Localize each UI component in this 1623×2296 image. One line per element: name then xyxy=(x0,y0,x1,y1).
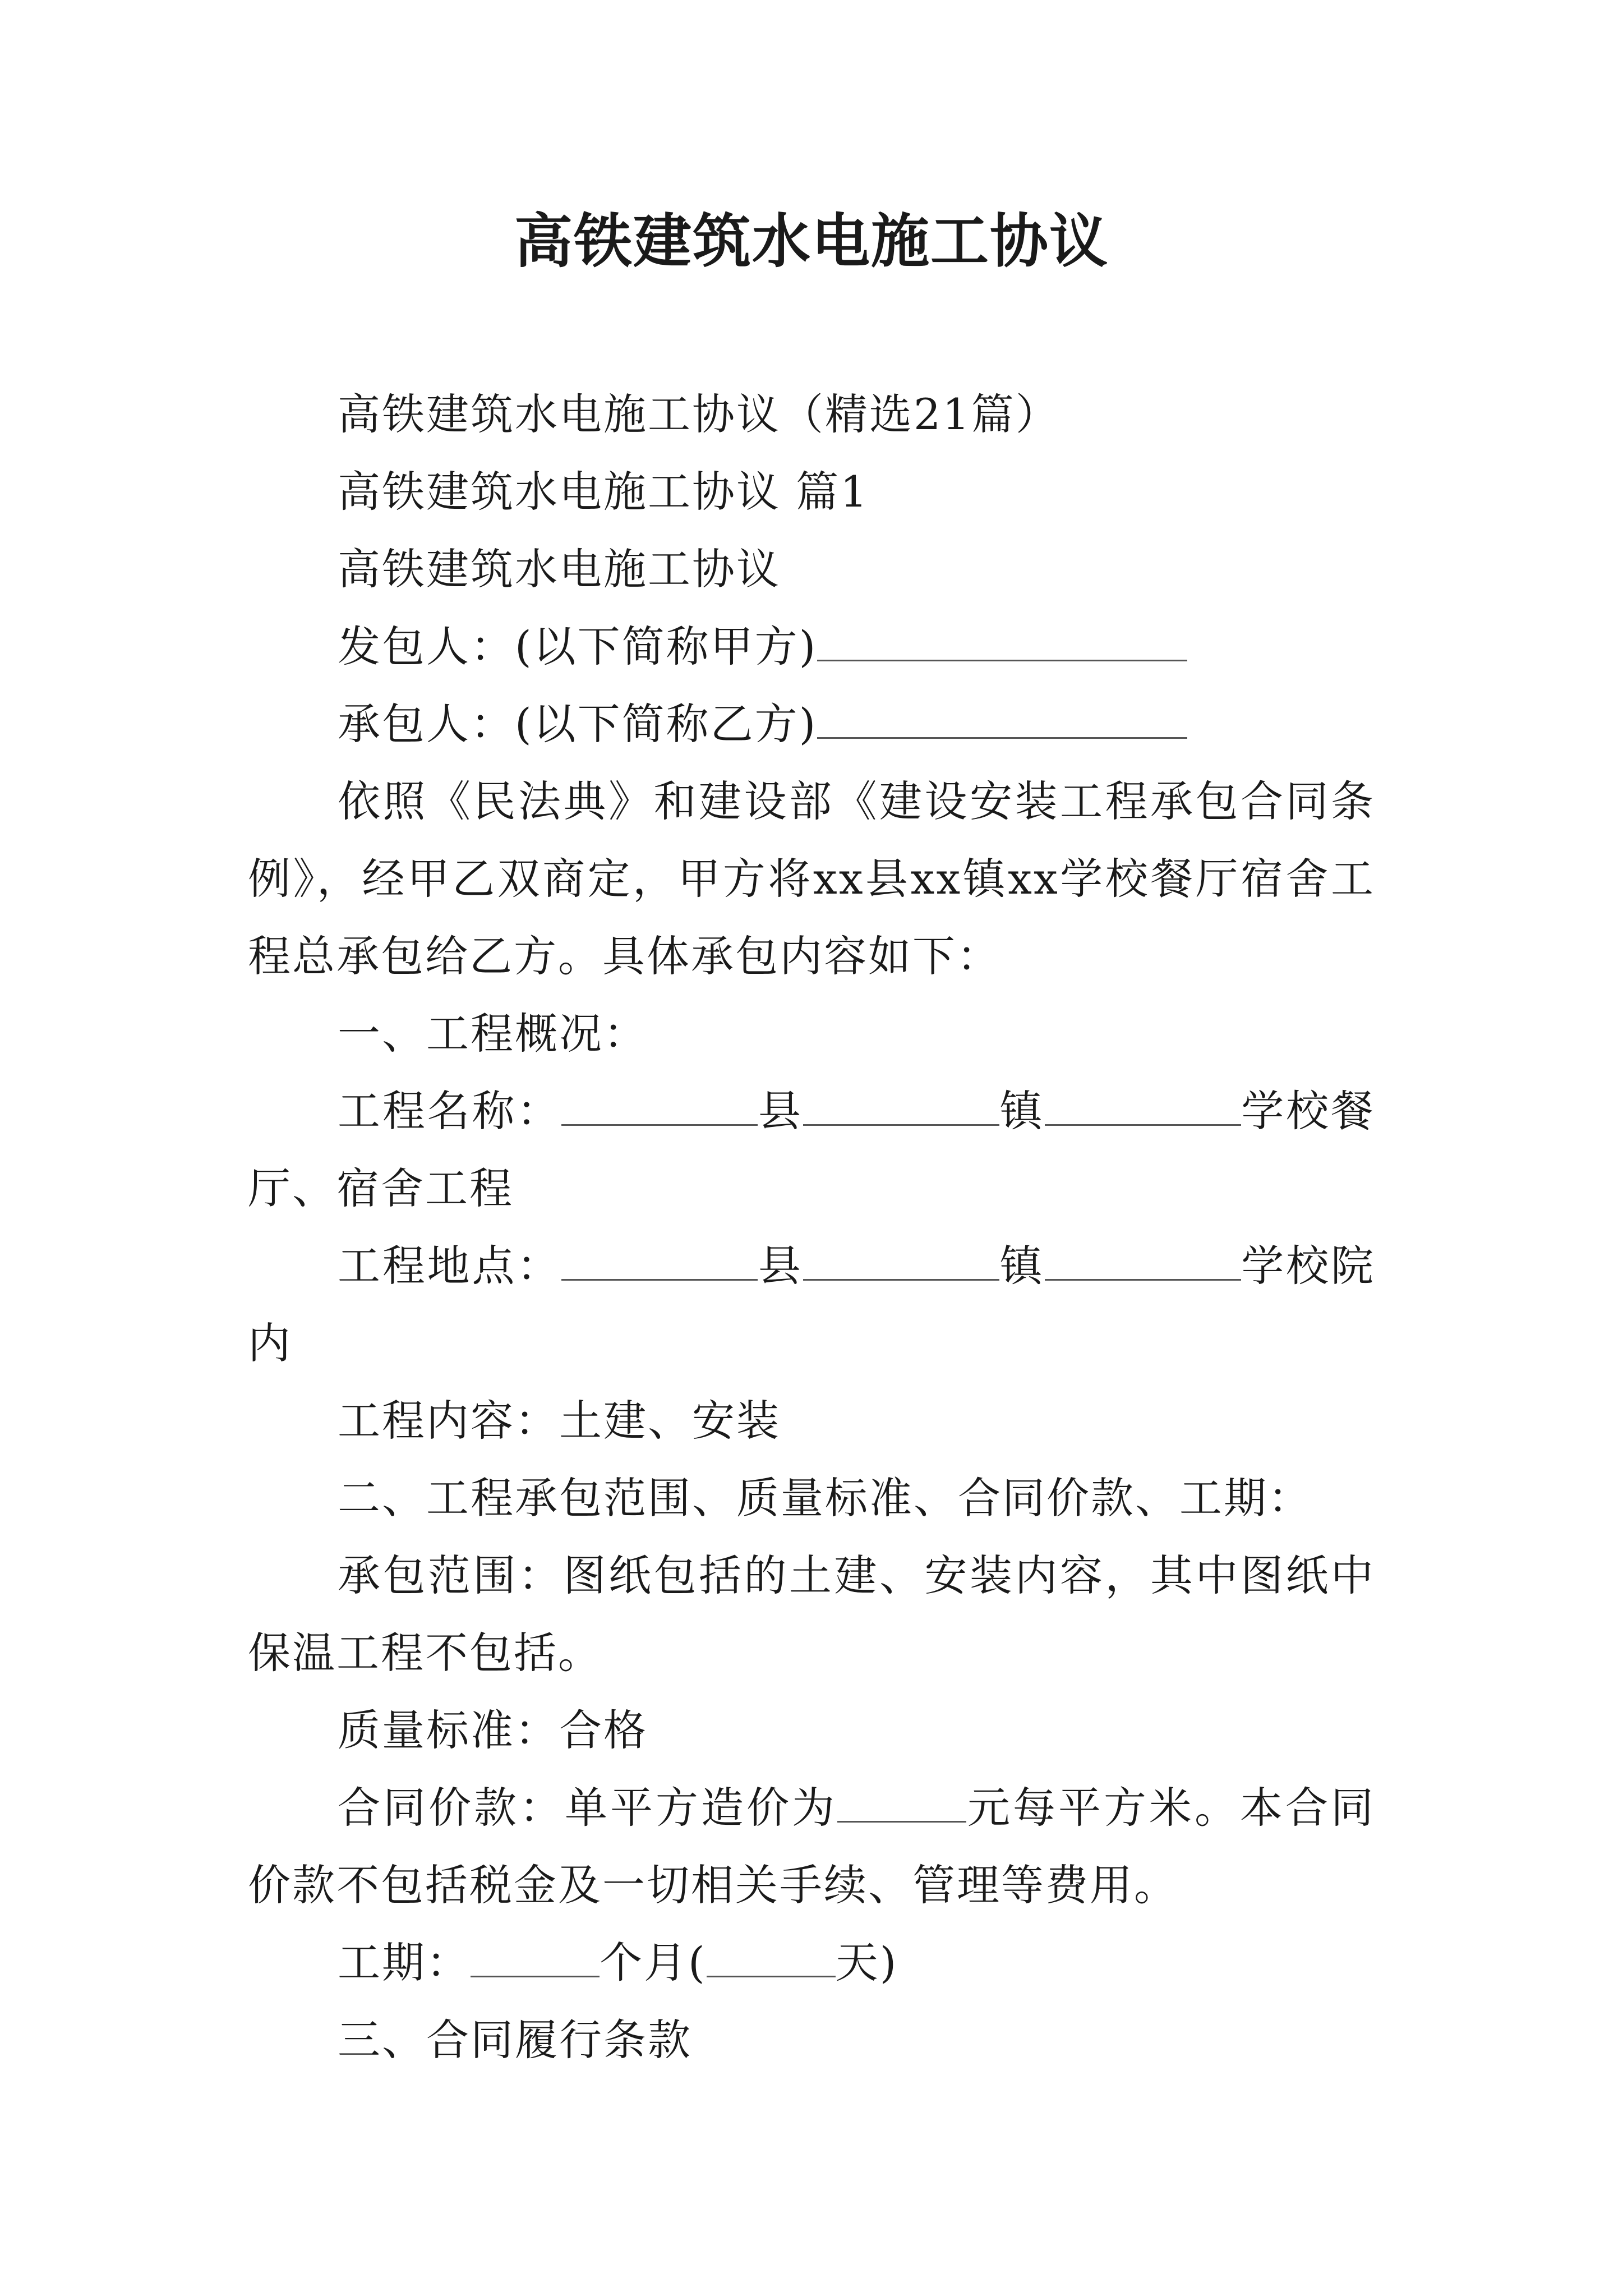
document-body xyxy=(248,376,1375,2079)
price-blank xyxy=(837,1782,966,1823)
project-name-town-blank xyxy=(803,1085,999,1126)
price-label: 合同价款：单平方造价为 xyxy=(338,1783,837,1833)
paragraph-party-a xyxy=(248,608,1375,685)
paragraph-subtitle: 高铁建筑水电施工协议（精选21篇） xyxy=(338,389,1060,439)
project-location-town-blank xyxy=(803,1240,999,1281)
duration-months-text: 个月( xyxy=(600,1938,707,1987)
duration-label: 工期： xyxy=(338,1938,471,1987)
project-location-school-blank xyxy=(1045,1240,1241,1281)
price-text: 元每平方米。本合同价款不包括税金及一切相关手续、管理等费用。 xyxy=(248,1783,1375,1910)
paragraph-basis: 依照《民法典》和建设部《建设安装工程承包合同条例》，经甲乙双商定，甲方将xx县xx镇xx学校餐厅宿舍工程总承包给乙方。具体承包内容如下： xyxy=(248,776,1375,981)
document-title: 高铁建筑水电施工协议 xyxy=(514,206,1109,275)
party-a-label: 发包人：(以下简称甲方) xyxy=(338,622,818,671)
paragraph-scope: 承包范围：图纸包括的土建、安装内容，其中图纸中保温工程不包括。 xyxy=(248,1550,1375,1678)
project-name-county-blank xyxy=(561,1085,758,1126)
duration-days-text: 天) xyxy=(835,1938,898,1987)
project-name-label: 工程名称： xyxy=(338,1086,562,1136)
paragraph-party-b xyxy=(248,685,1375,763)
paragraph-price xyxy=(248,1769,1375,1924)
section-heading-overview: 一、工程概况： xyxy=(338,1009,648,1059)
town-text: 镇 xyxy=(999,1241,1045,1291)
duration-months-blank xyxy=(471,1936,600,1977)
paragraph-agreement-name: 高铁建筑水电施工协议 xyxy=(338,544,781,594)
section-heading-terms: 三、合同履行条款 xyxy=(338,2015,692,2065)
party-b-label: 承包人：(以下简称乙方) xyxy=(338,699,818,749)
project-location-suffix: 学校院内 xyxy=(248,1241,1376,1368)
town-text: 镇 xyxy=(999,1086,1045,1136)
project-location-county-blank xyxy=(561,1240,758,1281)
paragraph-duration xyxy=(248,1924,1375,2001)
section-heading-scope: 二、工程承包范围、质量标准、合同价款、工期： xyxy=(338,1473,1312,1523)
duration-days-blank xyxy=(707,1936,836,1977)
paragraph-quality: 质量标准：合格 xyxy=(338,1705,648,1755)
project-name-suffix: 学校餐厅、宿舍工程 xyxy=(248,1086,1376,1213)
project-name-school-blank xyxy=(1045,1085,1241,1126)
paragraph-project-content: 工程内容：土建、安装 xyxy=(338,1396,781,1446)
paragraph-chapter-heading: 高铁建筑水电施工协议 篇1 xyxy=(338,467,869,517)
paragraph-project-location xyxy=(248,1227,1375,1382)
party-b-blank xyxy=(817,698,1187,739)
project-location-label: 工程地点： xyxy=(338,1241,562,1291)
paragraph-project-name xyxy=(248,1073,1375,1227)
county-text: 县 xyxy=(758,1086,803,1136)
county-text: 县 xyxy=(758,1241,803,1291)
party-a-blank xyxy=(817,620,1187,661)
